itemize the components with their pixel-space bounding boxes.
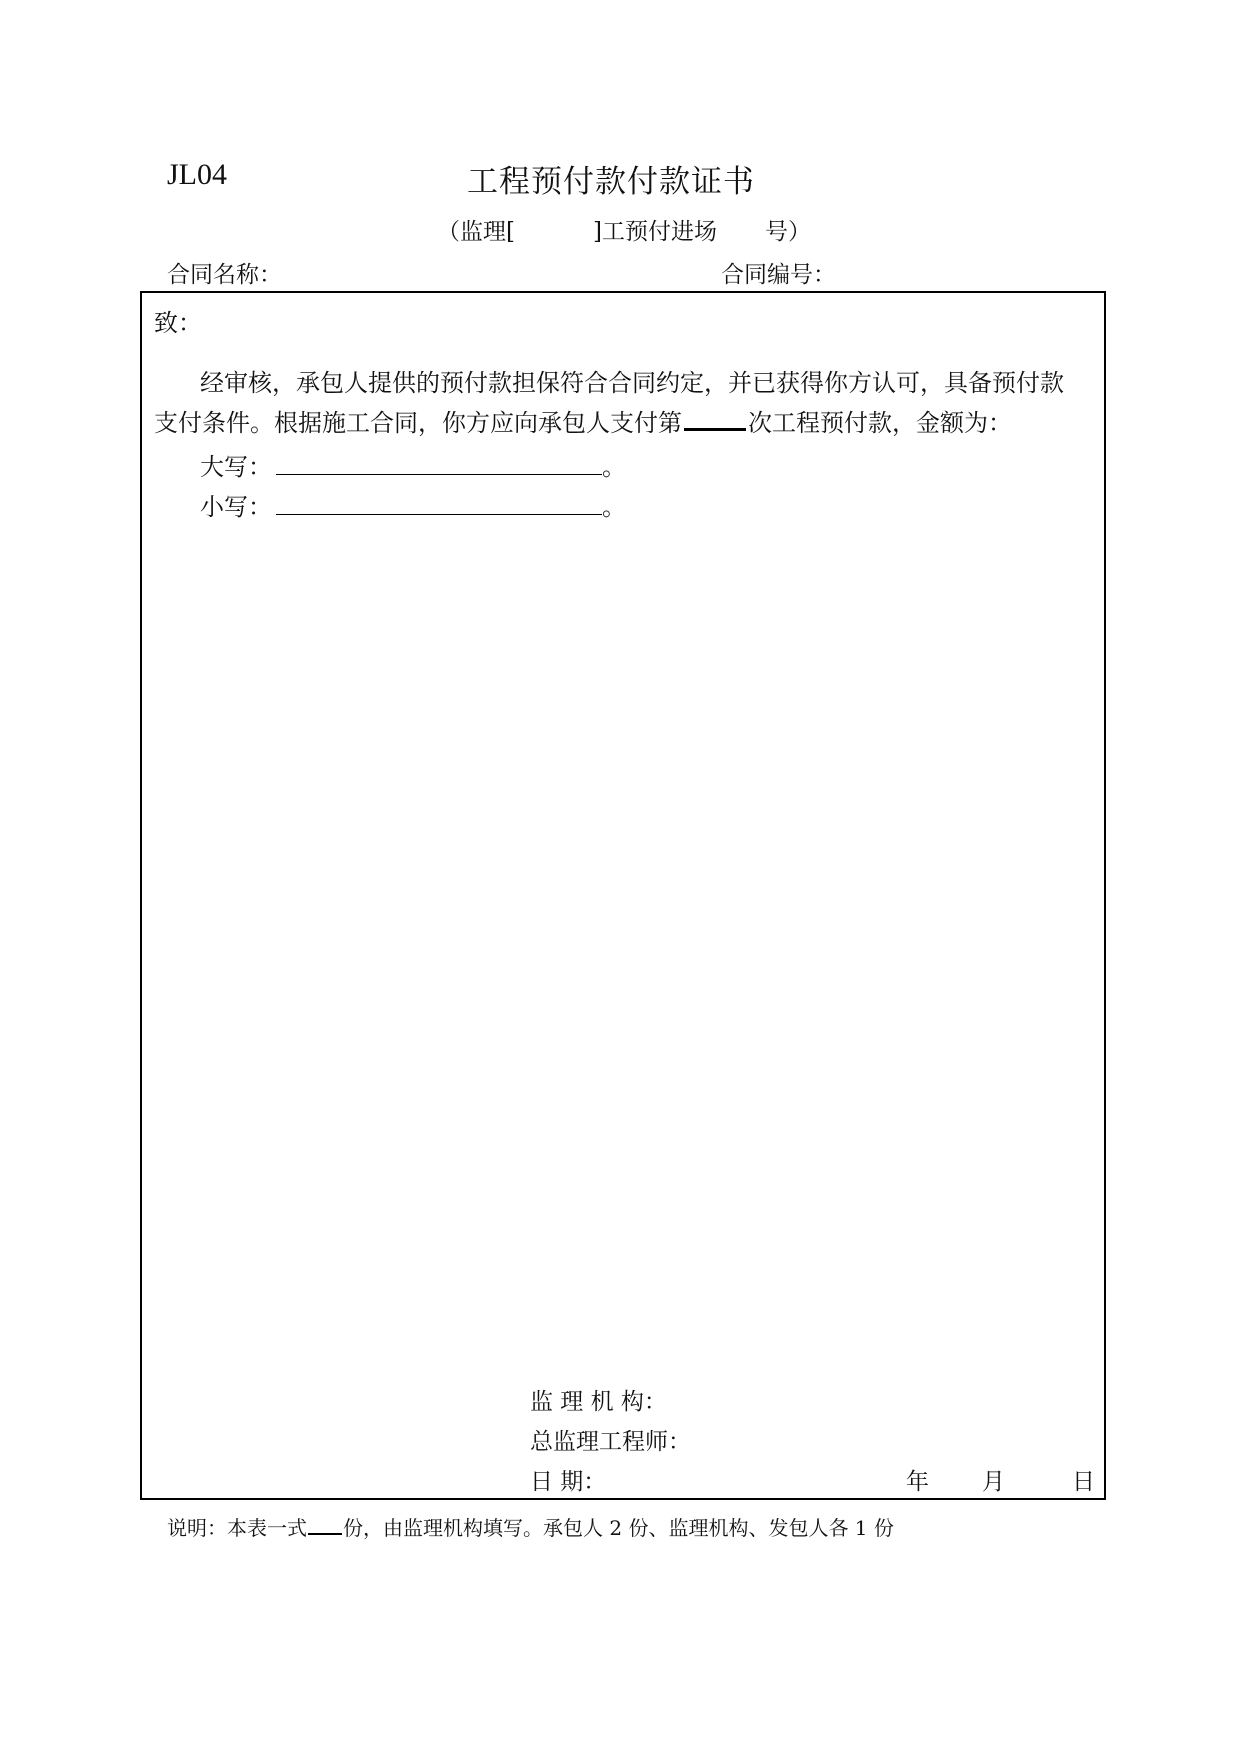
body-paragraph-line2: [154, 403, 1012, 438]
form-code: JL04: [167, 158, 227, 191]
amount-upper-row: [200, 447, 626, 482]
amount-lower-blank[interactable]: [276, 490, 602, 515]
page-title: 工程预付款付款证书: [467, 164, 755, 200]
certificate-box: [140, 291, 1106, 1500]
day-label: 日: [1072, 1469, 1095, 1495]
body-paragraph-line1: 经审核，承包人提供的预付款担保符合合同约定，并已获得你方认可，具备预付款: [200, 369, 1064, 397]
document-number: [437, 213, 811, 246]
installment-number-blank[interactable]: [684, 406, 746, 431]
chief-engineer-label: 总监理工程师：: [530, 1429, 691, 1455]
doc-no-middle: ]工预付进场: [592, 219, 717, 245]
period-mark: 。: [602, 493, 626, 521]
addressee-label: 致：: [154, 309, 202, 337]
copies-blank[interactable]: [308, 1515, 342, 1535]
amount-lower-row: [200, 487, 626, 522]
period-mark: 。: [602, 453, 626, 481]
amount-upper-label: 大写：: [200, 453, 272, 481]
month-label: 月: [982, 1469, 1005, 1495]
note-before: 说明：本表一式: [167, 1516, 307, 1540]
amount-upper-blank[interactable]: [276, 450, 602, 475]
doc-no-suffix: 号）: [764, 219, 811, 245]
amount-lower-label: 小写：: [200, 493, 272, 521]
para-line2-after: 次工程预付款，金额为：: [748, 409, 1012, 437]
para-line2-before: 支付条件。根据施工合同，你方应向承包人支付第: [154, 409, 682, 437]
supervision-org-label: 监 理 机 构：: [530, 1389, 667, 1415]
contract-name-label: 合同名称：: [167, 262, 282, 288]
year-label: 年: [906, 1469, 929, 1495]
doc-no-prefix: （监理[: [437, 219, 515, 245]
note-after: 份，由监理机构填写。承包人 2 份、监理机构、发包人各 1 份: [343, 1516, 894, 1540]
footer-note: [167, 1512, 894, 1541]
date-label: 日 期：: [530, 1469, 607, 1495]
contract-number-label: 合同编号：: [721, 262, 836, 288]
